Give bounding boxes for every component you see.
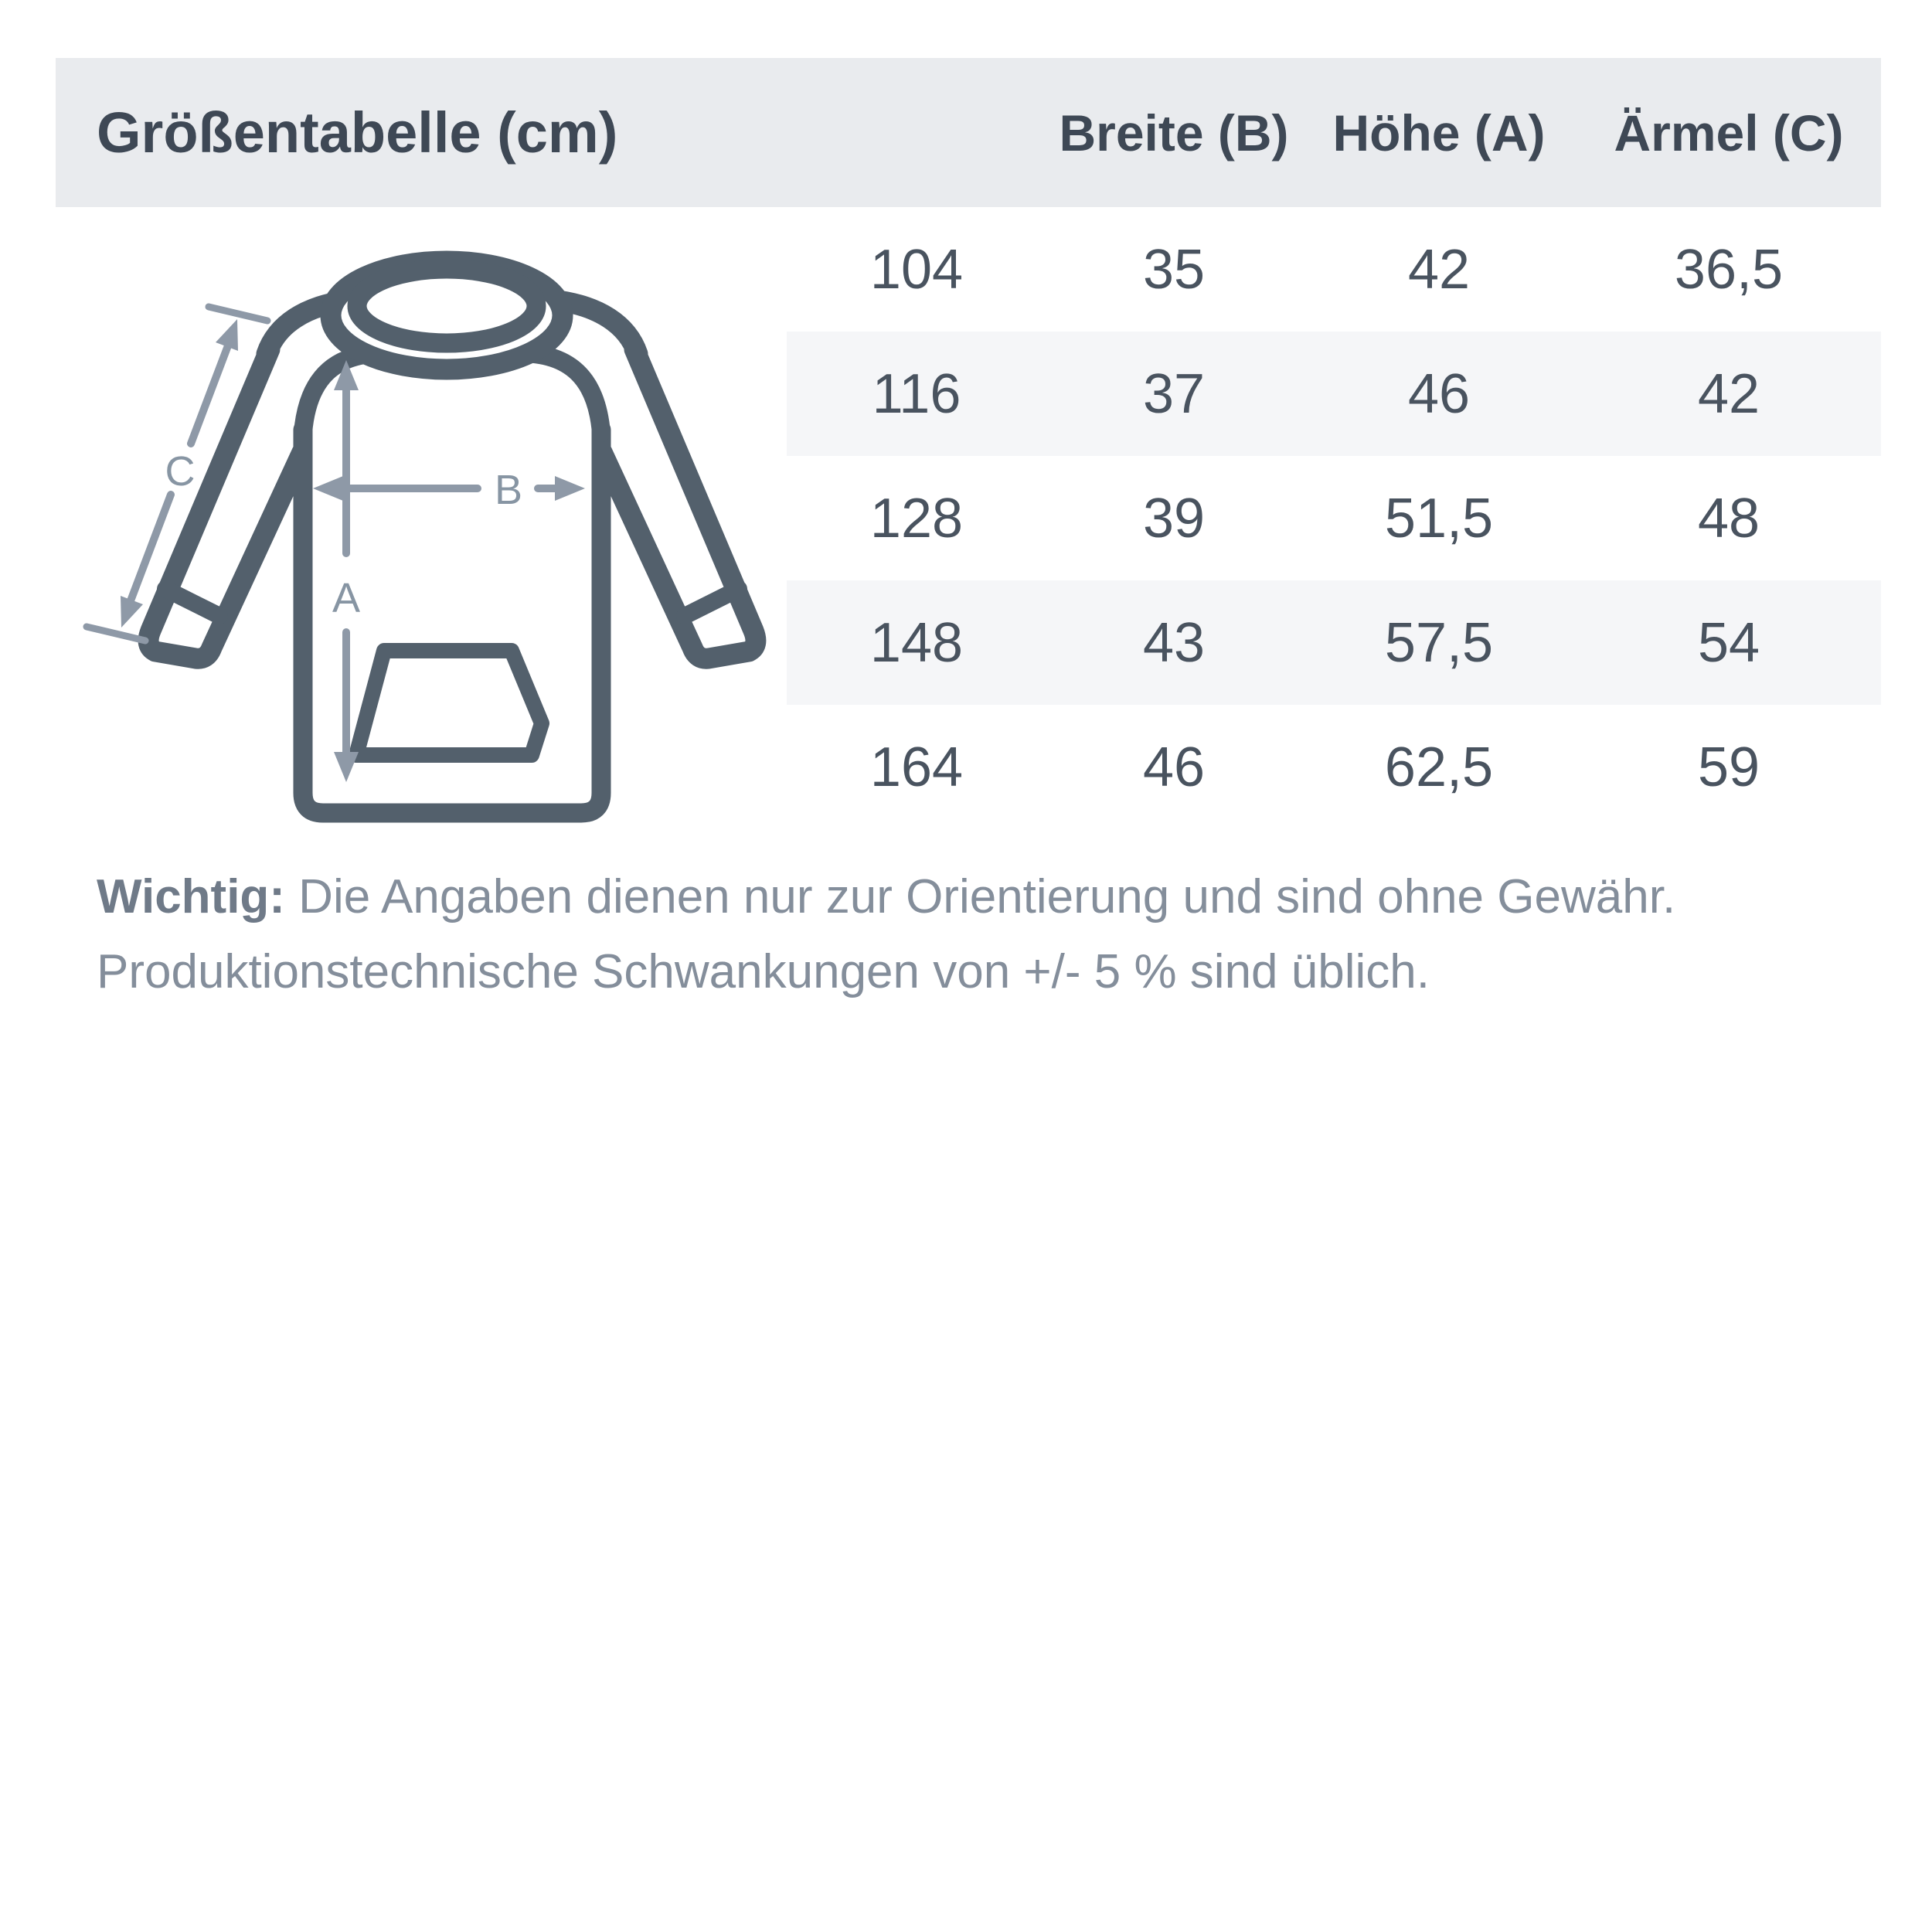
disclaimer-line1 bbox=[97, 859, 1889, 934]
table-row bbox=[787, 580, 1881, 705]
hoodie-diagram-svg bbox=[54, 216, 788, 835]
measure-label-a: A bbox=[332, 575, 361, 621]
table-row bbox=[787, 207, 1881, 332]
aermel-cell: 42 bbox=[1697, 362, 1760, 425]
hoehe-cell: 42 bbox=[1407, 238, 1471, 301]
disclaimer-bold-prefix: Wichtig: bbox=[97, 870, 285, 923]
hoehe-cell: 62,5 bbox=[1384, 736, 1494, 798]
size-cell: 116 bbox=[872, 362, 961, 425]
measure-label-b: B bbox=[494, 467, 523, 513]
aermel-cell: 36,5 bbox=[1674, 238, 1784, 301]
column-header-hoehe: Höhe (A) bbox=[1332, 104, 1546, 162]
disclaimer-note bbox=[97, 859, 1889, 1009]
aermel-cell: 59 bbox=[1697, 736, 1760, 798]
size-table-header-bar bbox=[56, 58, 1881, 207]
breite-cell: 35 bbox=[1142, 238, 1206, 301]
breite-cell: 43 bbox=[1142, 611, 1206, 674]
measure-c-tick-top bbox=[209, 307, 267, 321]
hoodie-left-cuff-line bbox=[165, 589, 219, 616]
size-cell: 104 bbox=[869, 238, 964, 301]
hoehe-cell: 51,5 bbox=[1384, 487, 1494, 549]
aermel-cell: 54 bbox=[1697, 611, 1760, 674]
size-cell: 128 bbox=[869, 487, 964, 549]
column-header-aermel: Ärmel (C) bbox=[1614, 104, 1844, 162]
arrowhead-b-left bbox=[313, 476, 343, 501]
arrowhead-c-down bbox=[121, 596, 143, 628]
arrowhead-a-down bbox=[334, 752, 359, 782]
table-title: Größentabelle (cm) bbox=[97, 100, 618, 165]
arrowhead-b-right bbox=[555, 476, 585, 501]
table-row bbox=[787, 332, 1881, 456]
table-row bbox=[787, 456, 1881, 580]
disclaimer-line2: Produktionstechnische Schwankungen von +/- 5 % sind üblich. bbox=[97, 945, 1430, 998]
size-cell: 164 bbox=[869, 736, 964, 798]
aermel-cell: 48 bbox=[1697, 487, 1760, 549]
arrowhead-c-up bbox=[216, 319, 238, 351]
disclaimer-line1-text: Die Angaben dienen nur zur Orientierung und sind ohne Gewähr. bbox=[284, 870, 1676, 923]
hoodie-measurement-diagram bbox=[54, 216, 788, 835]
hoehe-cell: 46 bbox=[1407, 362, 1471, 425]
size-table bbox=[787, 207, 1881, 829]
hoodie-right-cuff-line bbox=[685, 589, 739, 616]
column-header-breite: Breite (B) bbox=[1059, 104, 1289, 162]
size-cell: 148 bbox=[869, 611, 964, 674]
measure-c-tick-bottom bbox=[87, 627, 145, 641]
hoehe-cell: 57,5 bbox=[1384, 611, 1494, 674]
breite-cell: 39 bbox=[1142, 487, 1206, 549]
measure-c-line-upper bbox=[191, 342, 230, 444]
breite-cell: 46 bbox=[1142, 736, 1206, 798]
hood-inner-ring bbox=[357, 269, 536, 343]
measure-label-c: C bbox=[165, 448, 196, 495]
hoodie-pocket bbox=[356, 651, 542, 755]
table-row bbox=[787, 705, 1881, 829]
breite-cell: 37 bbox=[1142, 362, 1206, 425]
